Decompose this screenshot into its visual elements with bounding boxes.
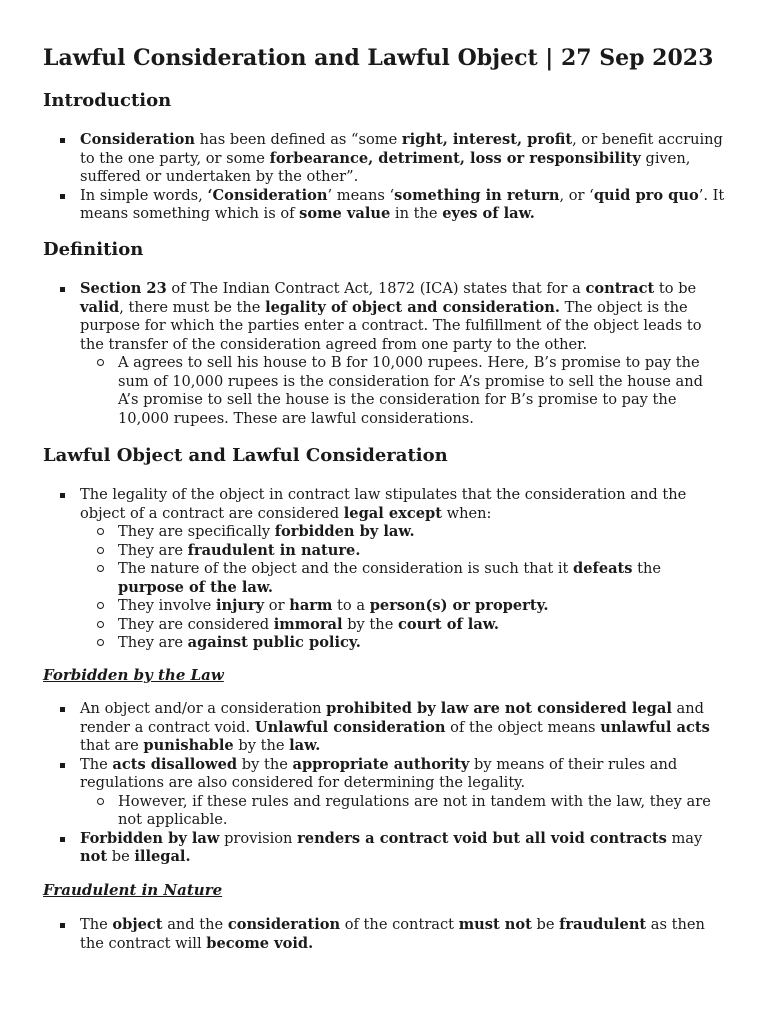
page-title: Lawful Consideration and Lawful Object | 27 Sep 2023	[43, 45, 714, 71]
introduction-list	[43, 131, 727, 224]
list-item: An object and/or a consideration prohibited by law are not considered legal and render a contract void. Unlawful consideration of the object means unlawful acts that are punishable by the law.	[43, 700, 727, 756]
list-item: They involve injury or harm to a person(s) or property.	[80, 597, 727, 616]
list-item: Forbidden by law provision renders a contract void but all void contracts may not be illegal.	[43, 830, 727, 867]
heading-forbidden-by-law: Forbidden by the Law	[43, 666, 224, 684]
list-item: The legality of the object in contract law stipulates that the consideration and the object of a contract are considered legal except when: They are specifically forbidden by law. They are fraudulent in nature. The nature of the object and the consideration is such that it defeats the purpose of the law. They involve injury or harm to a person(s) or property. They are considered immoral by the court of law. They are against public policy.	[43, 486, 727, 653]
list-item: Consideration has been defined as “some right, interest, profit, or benefit accruing to the one party, or some forbearance, detriment, loss or responsibility given, suffered or undertaken by the other”.	[43, 131, 727, 187]
heading-lawful-object: Lawful Object and Lawful Consideration	[43, 445, 448, 466]
list-item: However, if these rules and regulations are not in tandem with the law, they are not applicable.	[80, 793, 727, 830]
heading-fraudulent-in-nature: Fraudulent in Nature	[43, 881, 223, 899]
list-item: Section 23 of The Indian Contract Act, 1872 (ICA) states that for a contract to be valid, there must be the legality of object and consideration. The object is the purpose for which the parties enter a contract. The fulfillment of the object leads to the transfer of the consideration agreed from one party to the other. A agrees to sell his house to B for 10,000 rupees. Here, B’s promise to pay the sum of 10,000 rupees is the consideration for A’s promise to sell the house and A’s promise to sell the house is the consideration for B’s promise to pay the 10,000 rupees. These are lawful considerations.	[43, 280, 727, 428]
forbidden-list	[43, 700, 727, 867]
list-item: A agrees to sell his house to B for 10,000 rupees. Here, B’s promise to pay the sum of 10,000 rupees is the consideration for A’s promise to sell the house and A’s promise to sell the house is the consideration for B’s promise to pay the 10,000 rupees. These are lawful considerations.	[80, 354, 727, 428]
list-item: The nature of the object and the consideration is such that it defeats the purpose of the law.	[80, 560, 727, 597]
definition-list	[43, 280, 727, 428]
forbidden-sublist	[80, 793, 727, 830]
list-item: They are fraudulent in nature.	[80, 542, 727, 561]
lawful-list	[43, 486, 727, 653]
list-item: They are specifically forbidden by law.	[80, 523, 727, 542]
fraudulent-list	[43, 916, 727, 953]
list-item: The object and the consideration of the contract must not be fraudulent as then the contract will become void.	[43, 916, 727, 953]
heading-introduction: Introduction	[43, 90, 172, 111]
list-item: The acts disallowed by the appropriate authority by means of their rules and regulations are also considered for determining the legality. However, if these rules and regulations are not in tandem with the law, they are not applicable.	[43, 756, 727, 830]
list-item: In simple words, ‘Consideration’ means ‘something in return, or ‘quid pro quo’. It means something which is of some value in the eyes of law.	[43, 187, 727, 224]
definition-sublist	[80, 354, 727, 428]
list-item: They are considered immoral by the court of law.	[80, 616, 727, 635]
list-item: They are against public policy.	[80, 634, 727, 653]
heading-definition: Definition	[43, 239, 144, 260]
lawful-sublist	[80, 523, 727, 653]
